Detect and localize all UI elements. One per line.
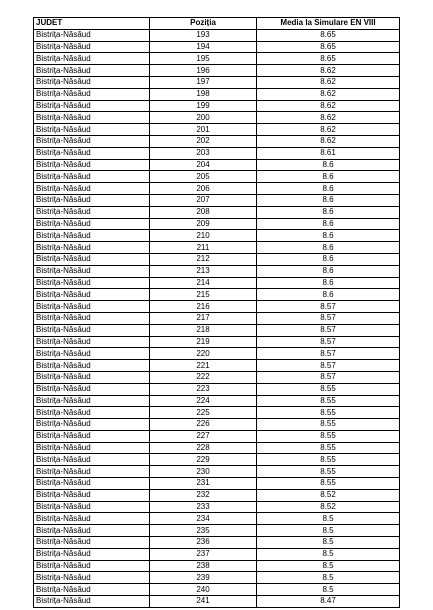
- average-cell: 8.6: [257, 230, 400, 242]
- county-cell: Bistrița-Năsăud: [34, 124, 150, 136]
- county-cell: Bistrița-Năsăud: [34, 29, 150, 41]
- table-body: [34, 29, 400, 607]
- table-row: [34, 206, 400, 218]
- average-cell: 8.5: [257, 584, 400, 596]
- table-row: [34, 348, 400, 360]
- average-cell: 8.6: [257, 289, 400, 301]
- table-row: [34, 242, 400, 254]
- position-cell: 196: [150, 65, 257, 77]
- average-cell: 8.55: [257, 407, 400, 419]
- table-row: [34, 124, 400, 136]
- average-cell: 8.55: [257, 454, 400, 466]
- table-row: [34, 442, 400, 454]
- average-cell: 8.62: [257, 135, 400, 147]
- position-cell: 193: [150, 29, 257, 41]
- position-cell: 204: [150, 159, 257, 171]
- county-cell: Bistrița-Năsăud: [34, 454, 150, 466]
- table-row: [34, 88, 400, 100]
- table-row: [34, 312, 400, 324]
- position-cell: 229: [150, 454, 257, 466]
- county-cell: Bistrița-Năsăud: [34, 537, 150, 549]
- county-cell: Bistrița-Năsăud: [34, 253, 150, 265]
- average-cell: 8.57: [257, 324, 400, 336]
- header-row: [34, 18, 400, 30]
- county-cell: Bistrița-Năsăud: [34, 41, 150, 53]
- position-cell: 212: [150, 253, 257, 265]
- position-cell: 232: [150, 489, 257, 501]
- average-cell: 8.62: [257, 88, 400, 100]
- position-cell: 209: [150, 218, 257, 230]
- table-row: [34, 65, 400, 77]
- county-cell: Bistrița-Năsăud: [34, 76, 150, 88]
- table-row: [34, 41, 400, 53]
- table-row: [34, 289, 400, 301]
- table-row: [34, 336, 400, 348]
- county-cell: Bistrița-Năsăud: [34, 242, 150, 254]
- position-cell: 218: [150, 324, 257, 336]
- table-row: [34, 489, 400, 501]
- table-row: [34, 537, 400, 549]
- average-cell: 8.57: [257, 336, 400, 348]
- county-cell: Bistrița-Năsăud: [34, 147, 150, 159]
- average-cell: 8.62: [257, 100, 400, 112]
- results-table: [33, 17, 400, 608]
- county-cell: Bistrița-Năsăud: [34, 230, 150, 242]
- position-cell: 216: [150, 301, 257, 313]
- county-cell: Bistrița-Năsăud: [34, 548, 150, 560]
- average-cell: 8.6: [257, 159, 400, 171]
- county-cell: Bistrița-Năsăud: [34, 560, 150, 572]
- county-cell: Bistrița-Năsăud: [34, 112, 150, 124]
- average-cell: 8.6: [257, 277, 400, 289]
- position-cell: 224: [150, 395, 257, 407]
- position-cell: 238: [150, 560, 257, 572]
- average-cell: 8.6: [257, 242, 400, 254]
- average-cell: 8.52: [257, 501, 400, 513]
- table-row: [34, 596, 400, 608]
- average-cell: 8.55: [257, 466, 400, 478]
- position-cell: 231: [150, 478, 257, 490]
- position-cell: 235: [150, 525, 257, 537]
- position-cell: 205: [150, 171, 257, 183]
- average-cell: 8.6: [257, 253, 400, 265]
- position-cell: 221: [150, 360, 257, 372]
- results-sheet: [33, 17, 399, 608]
- average-cell: 8.62: [257, 124, 400, 136]
- position-cell: 199: [150, 100, 257, 112]
- county-cell: Bistrița-Năsăud: [34, 419, 150, 431]
- county-cell: Bistrița-Năsăud: [34, 289, 150, 301]
- table-row: [34, 301, 400, 313]
- table-row: [34, 407, 400, 419]
- county-cell: Bistrița-Năsăud: [34, 159, 150, 171]
- position-cell: 206: [150, 183, 257, 195]
- average-cell: 8.62: [257, 112, 400, 124]
- position-cell: 226: [150, 419, 257, 431]
- position-cell: 213: [150, 265, 257, 277]
- table-row: [34, 135, 400, 147]
- county-cell: Bistrița-Năsăud: [34, 183, 150, 195]
- table-row: [34, 383, 400, 395]
- average-cell: 8.55: [257, 383, 400, 395]
- county-cell: Bistrița-Năsăud: [34, 513, 150, 525]
- table-row: [34, 253, 400, 265]
- average-cell: 8.55: [257, 442, 400, 454]
- position-cell: 241: [150, 596, 257, 608]
- average-cell: 8.6: [257, 265, 400, 277]
- county-cell: Bistrița-Năsăud: [34, 383, 150, 395]
- county-cell: Bistrița-Năsăud: [34, 442, 150, 454]
- position-cell: 227: [150, 430, 257, 442]
- position-cell: 239: [150, 572, 257, 584]
- position-cell: 200: [150, 112, 257, 124]
- column-header-position: Poziția: [150, 18, 257, 30]
- table-row: [34, 171, 400, 183]
- average-cell: 8.5: [257, 548, 400, 560]
- position-cell: 240: [150, 584, 257, 596]
- position-cell: 220: [150, 348, 257, 360]
- average-cell: 8.65: [257, 29, 400, 41]
- table-row: [34, 76, 400, 88]
- average-cell: 8.55: [257, 395, 400, 407]
- county-cell: Bistrița-Năsăud: [34, 65, 150, 77]
- county-cell: Bistrița-Năsăud: [34, 194, 150, 206]
- average-cell: 8.55: [257, 419, 400, 431]
- average-cell: 8.57: [257, 371, 400, 383]
- table-row: [34, 100, 400, 112]
- table-row: [34, 560, 400, 572]
- county-cell: Bistrița-Năsăud: [34, 525, 150, 537]
- table-row: [34, 230, 400, 242]
- table-row: [34, 478, 400, 490]
- position-cell: 207: [150, 194, 257, 206]
- position-cell: 237: [150, 548, 257, 560]
- county-cell: Bistrița-Năsăud: [34, 336, 150, 348]
- county-cell: Bistrița-Năsăud: [34, 466, 150, 478]
- position-cell: 202: [150, 135, 257, 147]
- county-cell: Bistrița-Năsăud: [34, 407, 150, 419]
- table-row: [34, 324, 400, 336]
- county-cell: Bistrița-Năsăud: [34, 301, 150, 313]
- position-cell: 234: [150, 513, 257, 525]
- position-cell: 223: [150, 383, 257, 395]
- county-cell: Bistrița-Năsăud: [34, 430, 150, 442]
- average-cell: 8.57: [257, 360, 400, 372]
- average-cell: 8.57: [257, 301, 400, 313]
- county-cell: Bistrița-Năsăud: [34, 53, 150, 65]
- county-cell: Bistrița-Năsăud: [34, 489, 150, 501]
- table-row: [34, 513, 400, 525]
- table-row: [34, 183, 400, 195]
- county-cell: Bistrița-Năsăud: [34, 478, 150, 490]
- table-row: [34, 29, 400, 41]
- average-cell: 8.5: [257, 572, 400, 584]
- table-row: [34, 419, 400, 431]
- county-cell: Bistrița-Năsăud: [34, 277, 150, 289]
- average-cell: 8.6: [257, 206, 400, 218]
- average-cell: 8.61: [257, 147, 400, 159]
- average-cell: 8.65: [257, 53, 400, 65]
- county-cell: Bistrița-Năsăud: [34, 395, 150, 407]
- table-row: [34, 501, 400, 513]
- average-cell: 8.5: [257, 560, 400, 572]
- average-cell: 8.6: [257, 183, 400, 195]
- table-row: [34, 159, 400, 171]
- average-cell: 8.62: [257, 76, 400, 88]
- position-cell: 230: [150, 466, 257, 478]
- county-cell: Bistrița-Năsăud: [34, 596, 150, 608]
- table-row: [34, 525, 400, 537]
- average-cell: 8.5: [257, 525, 400, 537]
- county-cell: Bistrița-Năsăud: [34, 171, 150, 183]
- county-cell: Bistrița-Năsăud: [34, 572, 150, 584]
- county-cell: Bistrița-Năsăud: [34, 584, 150, 596]
- column-header-average: Media la Simulare EN VIII: [257, 18, 400, 30]
- average-cell: 8.52: [257, 489, 400, 501]
- position-cell: 233: [150, 501, 257, 513]
- average-cell: 8.5: [257, 537, 400, 549]
- average-cell: 8.55: [257, 430, 400, 442]
- column-header-county: JUDET: [34, 18, 150, 30]
- table-row: [34, 395, 400, 407]
- county-cell: Bistrița-Năsăud: [34, 265, 150, 277]
- county-cell: Bistrița-Năsăud: [34, 100, 150, 112]
- table-row: [34, 371, 400, 383]
- average-cell: 8.62: [257, 65, 400, 77]
- position-cell: 217: [150, 312, 257, 324]
- position-cell: 210: [150, 230, 257, 242]
- table-row: [34, 218, 400, 230]
- average-cell: 8.65: [257, 41, 400, 53]
- position-cell: 214: [150, 277, 257, 289]
- position-cell: 201: [150, 124, 257, 136]
- table-row: [34, 277, 400, 289]
- county-cell: Bistrița-Năsăud: [34, 360, 150, 372]
- county-cell: Bistrița-Năsăud: [34, 135, 150, 147]
- position-cell: 194: [150, 41, 257, 53]
- average-cell: 8.6: [257, 194, 400, 206]
- position-cell: 195: [150, 53, 257, 65]
- table-row: [34, 430, 400, 442]
- county-cell: Bistrița-Năsăud: [34, 348, 150, 360]
- table-row: [34, 112, 400, 124]
- county-cell: Bistrița-Năsăud: [34, 312, 150, 324]
- position-cell: 208: [150, 206, 257, 218]
- average-cell: 8.5: [257, 513, 400, 525]
- average-cell: 8.57: [257, 348, 400, 360]
- position-cell: 228: [150, 442, 257, 454]
- county-cell: Bistrița-Năsăud: [34, 206, 150, 218]
- table-row: [34, 265, 400, 277]
- average-cell: 8.57: [257, 312, 400, 324]
- table-row: [34, 548, 400, 560]
- position-cell: 222: [150, 371, 257, 383]
- county-cell: Bistrița-Năsăud: [34, 88, 150, 100]
- table-row: [34, 53, 400, 65]
- table-row: [34, 466, 400, 478]
- average-cell: 8.6: [257, 171, 400, 183]
- position-cell: 225: [150, 407, 257, 419]
- position-cell: 198: [150, 88, 257, 100]
- average-cell: 8.55: [257, 478, 400, 490]
- county-cell: Bistrița-Năsăud: [34, 324, 150, 336]
- table-row: [34, 454, 400, 466]
- position-cell: 236: [150, 537, 257, 549]
- table-row: [34, 147, 400, 159]
- table-row: [34, 360, 400, 372]
- table-row: [34, 572, 400, 584]
- table-row: [34, 584, 400, 596]
- average-cell: 8.6: [257, 218, 400, 230]
- position-cell: 197: [150, 76, 257, 88]
- county-cell: Bistrița-Năsăud: [34, 371, 150, 383]
- position-cell: 203: [150, 147, 257, 159]
- position-cell: 211: [150, 242, 257, 254]
- average-cell: 8.47: [257, 596, 400, 608]
- position-cell: 215: [150, 289, 257, 301]
- position-cell: 219: [150, 336, 257, 348]
- table-row: [34, 194, 400, 206]
- county-cell: Bistrița-Năsăud: [34, 501, 150, 513]
- county-cell: Bistrița-Năsăud: [34, 218, 150, 230]
